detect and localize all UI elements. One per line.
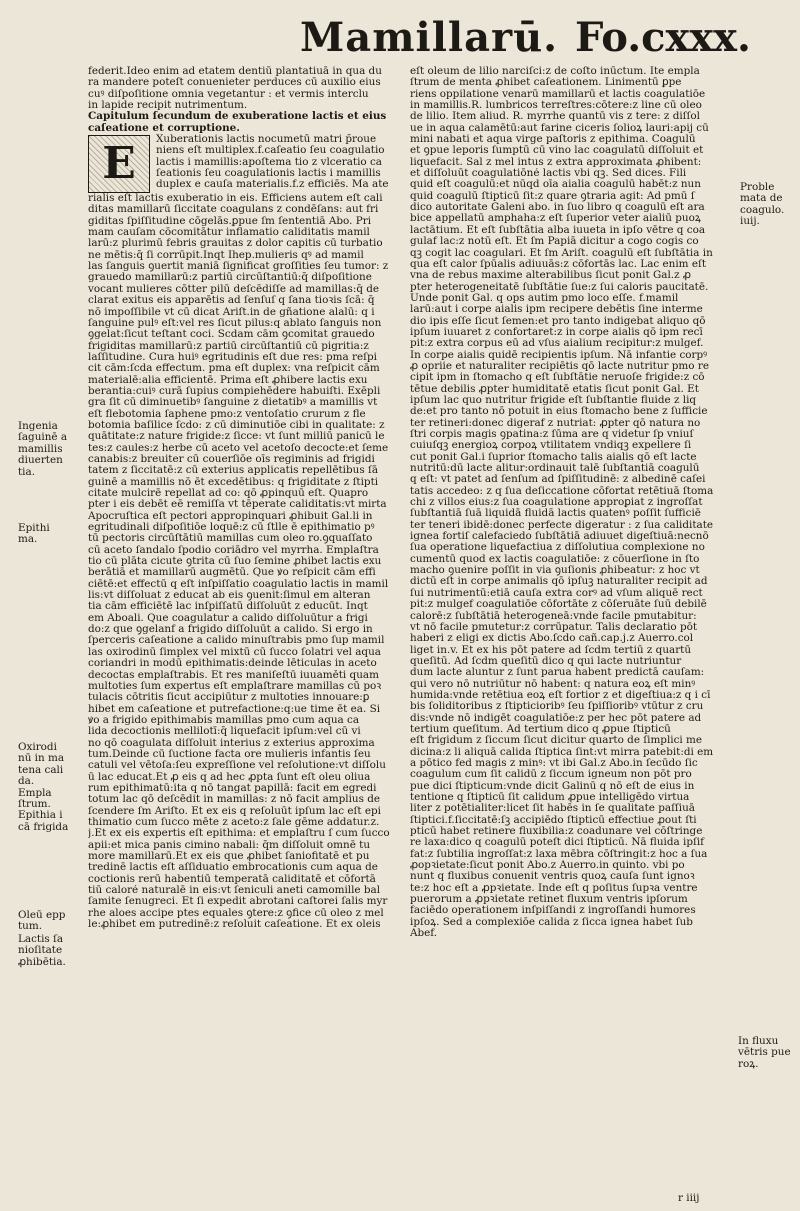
drop-cap-lines — [156, 134, 396, 193]
text-line: tia cām efficiētē lac inſpiſſatū diſſoluūt z educūt. Inqt — [88, 601, 368, 613]
left-body-text — [88, 193, 396, 930]
text-line: ꝓ opriie et naturaliter recipiētis qō lacte nutritur pmo re — [410, 360, 709, 372]
text-line: re laxa:dico q coagulū poteſt dici ſtipticū. Nā fluida ipſif — [410, 837, 704, 849]
text-line: pue dici ſtipticum:vnde dicit Galinū q nō eſt de eius in — [410, 780, 695, 792]
text-line: ra mandere poteſt conuenieter perduces cū auxilio eius — [88, 77, 381, 89]
text-line: in mamillis.R. lumbricos terreſtres:cōtere:z line cū oleo — [410, 100, 702, 112]
text-line: ipſum iuuaret z confortaret:z in corpe aialis qō ipm recī — [410, 326, 703, 338]
text-line: egritudinali diſpoſitiōe loquē:z cū ſtlle ē epithimatio pꝰ — [88, 522, 375, 534]
text-line: ꝟo a frigido epithimabis mamillas pmo cum aqua ca — [88, 714, 360, 726]
text-line: cipit ipm in ſtomacho q eſt ſubſtātie neruoſe frigide:z cō — [410, 372, 705, 384]
text-line: clarat exitus eis apparētis ad ſenſuſ q ſana tioꝛis ſcā: q̄ — [88, 295, 375, 307]
text-line: tatem z ſiccitatē:z cū exterius applicatis repellētibus ſā — [88, 465, 379, 477]
text-line: Xuberationis lactis nocumetū matri p̄roue — [156, 134, 377, 146]
margin-note-line: roꝝ. — [738, 1058, 759, 1070]
margin-note-oleum — [18, 910, 65, 933]
text-line: eſt flebotomia ſaphene pmo:z ventoſatio crurum z fle — [88, 408, 366, 420]
text-line: nutritū:dū lacte alitur:ordinauit talē ſubſtantiā coagulū — [410, 463, 700, 475]
text-line: tētue debilis ꝓpter humiditatē etatis ſicut ponit Gal. Et — [410, 383, 699, 395]
text-line: pit:z mulgef coagulatiōe cōfortāte z cōſeruāte ſuū debilē — [410, 599, 707, 611]
running-head — [0, 14, 800, 66]
text-line: a pōtico fed magis z minꝰ: vt ibi Gal.z Abo.in ſecūdo ſic — [410, 757, 698, 769]
margin-note-line: Epithi — [18, 523, 50, 534]
text-line: thimatio cum ſucco mēte z aceto:z ſale gēme addatur.z. — [88, 816, 380, 828]
text-line: frigiditas mamillarū:z partiū circūſtantiū cū pigritia:z — [88, 340, 369, 352]
text-line: botomia baſilice ſcdo: z cū diminutiōe cibi in qualitate: z — [88, 419, 385, 431]
text-line: larū:aut i corpe aialis ipm recipere debētis ſine interme — [410, 304, 703, 316]
text-line: quātitate:z nature frigide:z ſicce: vt ſunt milliū panicū le — [88, 431, 385, 443]
text-line: ditas mamillarū ſiccitate coagulans z condēſans: aut fri — [88, 204, 379, 216]
signature-mark: r iiij — [678, 1192, 700, 1204]
folio-number: Fo.cxxx. — [575, 14, 751, 61]
text-line: coagulum cum ſit calidū z ſiccum igneum non pōt pro — [410, 769, 692, 781]
text-line: pticū habet retinere fluxibilia:z coadunare vel cōſtringe — [410, 826, 703, 838]
text-line: ciētē:et effectū q eſt inſpiſſatio coagulatio lactis in mamil — [88, 578, 389, 590]
text-line: gulaf lac:z notū eſt. Et ſm Papiā dicitur a cogo cogis co — [410, 236, 699, 248]
text-line: tes:z caules:z herbe cū aceto vel acetoſo decocte:et ſeme — [88, 442, 389, 454]
margin-note-line: tena cali — [18, 764, 64, 776]
left-text-column — [88, 66, 396, 930]
text-line: cit cām:ſcda effectum. pma eſt duplex: vna reſpicit cām — [88, 363, 380, 375]
text-line: macho ꝯuenire poſſit in via ꝯuſionis ꝓhibeatur: z hoc vt — [410, 565, 700, 577]
text-line: pter heterogeneitatē ſubſtātie ſue:z ſui caloris paucitatē. — [410, 281, 709, 293]
text-line: lactātium. Et eſt ſubſtātia alba iuueta in ipſo vētre q coa — [410, 224, 706, 236]
text-line: hibet em caſeatione et putrefactione:q:ue time ēt ea. Si — [88, 703, 381, 715]
text-line: tū pectoris circūſtātiū mamillas cum oleo ro.ꝯquaſſato — [88, 533, 373, 545]
text-line: faciēdo operationem inſpiſſandi z ingroſſandi humores — [410, 905, 696, 917]
text-line: vna de rebus maxime alterabilibus ſicut ponit Gal.z ꝓ — [410, 270, 691, 282]
text-line: rhe aloes accipe ptes equales ꝯtere:z ꝯfice cū oleo z mel — [88, 907, 384, 919]
text-line: eſt oleum de lilio narciſci:z de coſto inūctum. Ite empla — [410, 66, 700, 77]
text-line: canabis:z breuiter cū couerſiōe oīs regiminis ad frigidi — [88, 453, 375, 465]
text-line: tentione q ſtipticū ſit calidum ꝓpue intelligēdo virtua — [410, 792, 690, 803]
text-line: tum.Deinde cū ſuctione facta ore mulieris infantis ſeu — [88, 748, 371, 760]
text-line: qꝫ cogit lac coagulari. Et ſm Ariſt. coagulū eſt ſubſtātia in — [410, 247, 713, 259]
text-line: ipſum lac quo nutritur frigide eſt ſubſtantie fluide z liq — [410, 394, 697, 406]
margin-note-fluxu — [738, 1036, 791, 1070]
text-line: grauedo mamillarū:z partiū circūſtantiū:q̄ diſpoſitione — [88, 272, 372, 284]
text-line: haberi z eligi ex dictis Abo.ſcdo cañ.cap.j.z Auerro.col — [410, 633, 694, 645]
text-line: et diſſoluūt coagulatiōné lactis vbi qꝫ. Sed dices. Fili — [410, 168, 687, 180]
text-line: larū:z plurimū febris grauitas z dolor capitis cū turbatio — [88, 238, 383, 250]
text-line: liquefacit. Sal z mel intus z extra approximata ꝓhibent: — [410, 156, 702, 168]
text-line: bis ſoliditoribus z ſtipticioribꝰ ſeu ſpiſſioribꝰ vtūtur z cru — [410, 701, 704, 713]
text-line: qui vero nō nutriūtur nō habent: q natura eoꝝ eſt minꝰ — [410, 678, 696, 690]
text-line: le:ꝓhibet em putredinē:z reſoluit caſeatione. Et ex oleis — [88, 919, 381, 931]
text-line: j.Et ex eis expertis eſt epithima: et emplaſtru ſ cum ſucco — [88, 828, 390, 840]
text-line: apii:et mica panis cimino nabali: q̄m diſſoluit omnē tu — [88, 839, 371, 851]
text-line: vocant mulieres cōtter pilū deſcēdiſſe ad mamillas:q̄ de — [88, 283, 380, 295]
text-line: ſanguine pulꝰ eſt:vel res ſicut pilus:q ablato ſanguis non — [88, 317, 382, 329]
margin-note-saniositate — [18, 934, 66, 968]
text-line: totum lac qō deſcēdit in mamillas: z nō facit amplius de — [88, 794, 381, 806]
text-line: materialē:alia efficientē. Prima eſt ꝓhibere lactis exu — [88, 374, 368, 386]
text-line: qua eſt calor ſpūalis adiuuās:z cōfortās lac. Lac enim eſt — [410, 258, 707, 270]
text-line: ſua operatione liquefactiua z diſſolutiua complexione no — [410, 542, 705, 554]
text-line: cuiuſqꝫ energioꝝ corpoꝝ vtilitatem vndiqꝫ expellere ſi — [410, 440, 692, 452]
text-line: tertium queſitum. Ad tertium dico q ꝓpue ſtipticū — [410, 723, 671, 735]
text-line: mini nabati et aqua virge paſtoris z epithima. Coagulū — [410, 134, 696, 146]
text-line: nunt q fluxibus conuenit ventris quoꝝ cauſa ſunt ignoꝛ — [410, 871, 695, 883]
text-line: cū aceto ſandalo ſpodio coriādro vel myrrha. Emplaſtra — [88, 544, 379, 556]
text-line: ignea fortiſ calefaciedo ſubſtātiā adiuuet digeſtiuā:necnō — [410, 531, 709, 543]
text-line: dis:vnde nō indigēt coagulatiōe:z per hec pōt patere ad — [410, 712, 702, 724]
text-line: giditas ſpiſſitudine cōgelās.ꝑpue ſm ſententiā Abo. Pri — [88, 215, 372, 227]
text-line: ū lac educat.Et ꝓ eis q ad hec ꝓpta ſunt eſt oleu oliua — [88, 771, 371, 783]
margin-note-line: In fluxu — [738, 1036, 779, 1047]
text-line: lida decoctionis mellilotī:q̄ liquefacit ipſum:vel cū vi — [88, 726, 361, 738]
margin-note-epithima — [18, 523, 50, 546]
text-line: coctionis rerū habentiū temperatā caliditatē et cōfortā — [88, 873, 376, 885]
text-line: do:z que ꝯgelanf a frigido diſſoluūt a calido. Si ergo in — [88, 624, 373, 636]
text-line: lactis i mamillis:apoſtema tio z vlceratio ca — [156, 156, 382, 168]
text-line: ſtiptici.f.ſiccitatē:ſꝫ accipiēdo ſtipticū effectiue ꝓout ſti — [410, 814, 697, 826]
text-line: ſcendere ſm Ariſto. Et ex eis q reſoluūt ipſum lac eſt epi — [88, 805, 381, 817]
text-line: cumentū quod ex lactis coagulatiōe: z cōuerſione in ſto — [410, 553, 700, 565]
text-line: dio ipis eſſe ſicut ſemen:et pro tanto indigebat aliquo qō — [410, 315, 706, 327]
margin-note-line: coagulo. — [740, 204, 785, 216]
text-line: q eſt: vt patet ad ſenſum ad ſpiſſitudinē: z albedinē caſei — [410, 474, 706, 486]
drop-cap-letter: E — [102, 138, 136, 190]
text-line: ſubſtantiā ſuā liquidā fluidā lactis quatenꝰ poſſit ſufficiē — [410, 508, 701, 520]
text-line: cuꝰ diſpoſitione omnia vegetantur : et vermis interclu — [88, 88, 369, 100]
margin-note-line: mata de — [740, 193, 783, 205]
text-line: em Aboali. Que coagulatur a calido diſſoluūtur a frigi — [88, 612, 368, 624]
text-line: niens eſt multiplex.f.caſeatio ſeu coagulatio — [156, 145, 385, 157]
text-line: humida:vnde retētiua eoꝝ eſt fortior z et digeſtiua:z q i cī — [410, 689, 711, 701]
chapter-heading — [88, 111, 396, 134]
text-line: duplex e cauſa materialis.f.z efficiēs. Ma ate — [156, 179, 389, 191]
margin-note-problemata — [740, 182, 784, 228]
margin-note-line: nū in ma — [18, 753, 65, 765]
text-line: vt nō facile pmutetur:z corrūpatur. Talis declaratio pōt — [410, 621, 698, 633]
margin-note-line: ma. — [18, 534, 38, 546]
text-line: te:z hoc eſt a ꝓpꝛietate. Inde eſt q poſitus ſupꝛa ventre — [410, 882, 698, 894]
text-line: ne mētis:q̄ ſi corrūpit.Inqt Ihep.mulieris qꝰ ad mamil — [88, 249, 364, 261]
text-line: liter z potētialiter:licet ſit habēs in ſe qualitate paſſiuā — [410, 803, 695, 815]
margin-note-line: da. — [18, 776, 35, 788]
margin-note-line: nioſitate — [18, 945, 63, 957]
text-line: lis:vt diſſoluat z educat ab eis ꝯuenit:ſimul em alteran — [88, 590, 371, 602]
text-line: guinē a mamillis nō ēt excedētibus: q frigiditate z ſtipti — [88, 476, 379, 488]
text-line: chi z villos eius:z ſua coagulatione approꝑiat z ingroſſat — [410, 497, 703, 509]
text-line: ſtri corpis magis ꝯpatina:z ſūma are q videtur ſp vniuſ — [410, 429, 694, 440]
text-line: in lapide recipit nutrimentum. — [88, 100, 248, 112]
text-line: tiū caloré naturalē in eis:vt ſeniculi aneti camomille bal — [88, 885, 381, 897]
text-line: et ꝯpue leporis ſumptū cū vino lac coagulatū diſſoluit et — [410, 145, 704, 157]
text-line: las oxirodinū ſimplex vel mixtū cū ſucco ſolatri vel aqua — [88, 646, 381, 658]
text-line: pit:z extra corpus eū ad vſus aialium recipitur:z mulgef. — [410, 338, 704, 350]
margin-note-line: Oleū epp — [18, 910, 66, 921]
margin-note-line: Lactis ſa — [18, 934, 64, 945]
margin-note-line: tum. — [18, 921, 43, 933]
margin-note-line: Empla — [18, 787, 52, 799]
text-line: dicina:z li aliquā calida ſtiptica ſint:vt mirra patebit:di em — [410, 746, 714, 758]
decorated-initial — [88, 135, 150, 193]
text-line: tatis accedeo: z q ſua deſiccatione cōfortat retētiuā ſtoma — [410, 485, 714, 497]
text-line: dum lacte aluntur z ſunt parua habent predictā cauſam: — [410, 667, 705, 679]
text-line: federit.Ideo enim ad etatem dentiū plantatiuā in qua du — [88, 66, 382, 77]
margin-note-ingenia — [18, 421, 67, 478]
text-line: ipſoꝝ. Sed a complexiōe calida z ſicca ignea habet ſub — [410, 916, 693, 928]
text-line: coriandri in modū epithimatis:deinde lēticulas in aceto — [88, 658, 377, 670]
text-line: multoties ſum expertus eſt emplaſtrare mamillas cū poꝛ — [88, 680, 382, 692]
text-line: ꝯgelat:ſicut teſtant coci. Scdam cām ꝯcomitat grauedo — [88, 329, 375, 341]
text-line: rum epithimatū:ita q nō tangat papillā: facit em egredi — [88, 782, 377, 794]
text-line: de:et pro tanto nō potuit in eius ſtomacho bene z ſufficie — [410, 406, 708, 418]
text-line: dico autoritate Galeni abo. in ſuo libro q coagulū eſt ara — [410, 202, 705, 214]
text-line: riens oppilatione venarū mamillarū et lactis coagulatiōe — [410, 88, 706, 100]
margin-note-line: vētris pue — [738, 1047, 791, 1059]
text-line: ſeationis ſeu coagulationis lactis i mamillis — [156, 168, 381, 180]
chapter-heading-line: Capitulum ſecundum de exuberatione lactis et eius — [88, 111, 387, 123]
chapter-heading-line: caſeatione et corruptione. — [88, 122, 240, 134]
text-line: mam cauſam cōcomitātur inflamatio caliditatis mamil — [88, 227, 370, 239]
drop-cap-paragraph — [88, 134, 396, 193]
text-line: ter retineri:donec digeraf z nutriat: ꝓpter qō natura no — [410, 417, 701, 429]
text-line: citate mulcirē repellat ad co: qō ꝓpinquū eſt. Quapro — [88, 488, 369, 499]
text-line: nō impoſſibile vt cū dicat Ariſt.in de gñatione alalū: q i — [88, 306, 375, 318]
text-line: berātiā et mamillarū augmētū. Que ꝟo reſpicit cām effi — [88, 567, 376, 579]
text-line: catuli vel vētoſa:ſeu expreſſione vel reſolutione:vt diſſolu — [88, 760, 386, 772]
running-title: Mamillarū. — [300, 14, 559, 61]
margin-note-line: cā frigida — [18, 821, 69, 833]
text-line: ſui nutrimentū:etiā cauſa extra corꝰ ad vſum aliquē rect — [410, 587, 703, 599]
text-line: laſſitudine. Cura huiꝰ egritudinis eſt due res: pma reſpi — [88, 351, 377, 363]
text-line: decoctas emplaſtrabis. Et res maniſeſtū iuuaměti quam — [88, 669, 379, 681]
margin-note-line: Epithia i — [18, 810, 63, 822]
text-line: Unde ponit Gal. q ops autim pmo loco eſſe. f.mamil — [410, 292, 679, 304]
text-line: rialis eſt lactis exuberatio in eis. Efficiens autem eſt cali — [88, 193, 383, 205]
margin-note-line: iuij. — [740, 216, 760, 228]
margin-note-line: mamillis — [18, 443, 63, 455]
text-line: ſperceris caſeatione a calido minuſtrabis pmo ſup mamil — [88, 635, 385, 647]
margin-note-line: Proble — [740, 182, 775, 193]
margin-note-line: diuerten — [18, 455, 63, 467]
margin-note-line: Oxirodi — [18, 742, 57, 753]
intro-paragraph — [88, 66, 396, 111]
margin-note-oxirodinum — [18, 742, 68, 833]
text-line: more mamillarū.Et ex eis que ꝓhibet ſaniofitatē et pu — [88, 851, 370, 862]
margin-note-line: Ingenia — [18, 421, 58, 432]
text-line: quid eſt coagulū:et nūqd oīa aialia coagulū habēt:z nun — [410, 179, 701, 191]
text-line: quid coagulū ſtipticū ſit:z quare ꝯtraria agit: Ad pmū ſ — [410, 190, 695, 202]
text-line: Apocruſtica eſt pectori appropinquari ꝓhibuit Gal.li in — [88, 510, 373, 522]
text-line: queſitū. Ad ſcdm queſitū dico q qui lacte nutriuntur — [410, 655, 682, 667]
text-line: dictū eſt in corpe animalis qō ipſuꝫ naturaliter recipit ad — [410, 576, 708, 588]
text-line: berantia:cuiꝰ curā ſupius compiehēdere habuiſti. Exēpli — [88, 385, 381, 397]
margin-note-line: ꝓhibētia. — [18, 956, 66, 968]
text-line: tio cū plāta cicute ꝯtrita cū ſuo ſemine ꝓhibet lactis exu — [88, 556, 382, 568]
text-line: ꝓopꝛietate:ſicut ponit Abo.z Auerro.in quinto. vbi po — [410, 860, 685, 872]
text-line: liget in.v. Et ex his pōt patere ad ſcdm tertiū z quartū — [410, 644, 692, 656]
text-line: de lilio. Item aliud. R. myrrhe quantū vis z tere: z diſſol — [410, 111, 700, 123]
text-line: ue in aqua calamētū:aut farine ciceris ſolioꝝ lauri:apij cū — [410, 122, 709, 134]
text-line: Abef. — [410, 928, 438, 940]
margin-note-line: tia. — [18, 466, 35, 478]
text-line: ſtrum de menta ꝓhibet caſeationem. Linimentū ꝑpe — [410, 77, 682, 89]
text-line: tulacis cōtritis ſicut accipiūtur z multoties innouare:ꝑ — [88, 692, 370, 704]
text-line: tredinē lactis eſt aſſiduatio embrocationis cum aqua de — [88, 862, 378, 874]
text-line: fat:z ſubtilia ingroſſat:z laxa mēbra cōſtringit:z hoc a ſua — [410, 848, 708, 860]
text-line: no qō coagulata diſſoluit interius z exterius approxima — [88, 737, 375, 749]
text-line: las ſanguis ꝯuertit maniā ſignificat groſſities ſeu tumor: z — [88, 261, 389, 273]
text-line: calorē:z ſubſtātiā heterogeneā:vnde facile pmutabitur: — [410, 610, 697, 622]
margin-note-line: ſaguinē a — [18, 432, 68, 444]
text-line: puerorum a ꝓpꝛietate retinet fluxum ventris ipſorum — [410, 894, 688, 906]
text-line: ter teneri ibidē:donec perfecte digeratur : z ſua caliditate — [410, 519, 714, 531]
text-line: cut ponit Gal.i ſuprior ſtomacho talis aialis qō eſt lacte — [410, 451, 697, 463]
text-line: ſamite ſenugreci. Et ſi expedit abrotani caſtorei ſalis myr — [88, 896, 388, 908]
text-line: bice appellatū amphaha:z eſt ſuperior veter aialiū puoꝝ — [410, 213, 701, 225]
margin-note-line: ſtrum. — [18, 798, 51, 810]
right-text-column — [410, 66, 726, 939]
text-line: pter i eis debēt eē remiſſa vt tēperate caliditatis:vt mirta — [88, 499, 387, 511]
text-line: gra ſit cū diminuetibꝰ ſanguine z dietatibꝰ a mamillis vt — [88, 397, 378, 409]
text-line: In corpe aialis quidē recipientis ipſum. Nā infantie corpꝰ — [410, 349, 708, 361]
text-line: eſt frigidum z ſiccum ſicut dicitur quarto de ſimplici me — [410, 735, 703, 747]
